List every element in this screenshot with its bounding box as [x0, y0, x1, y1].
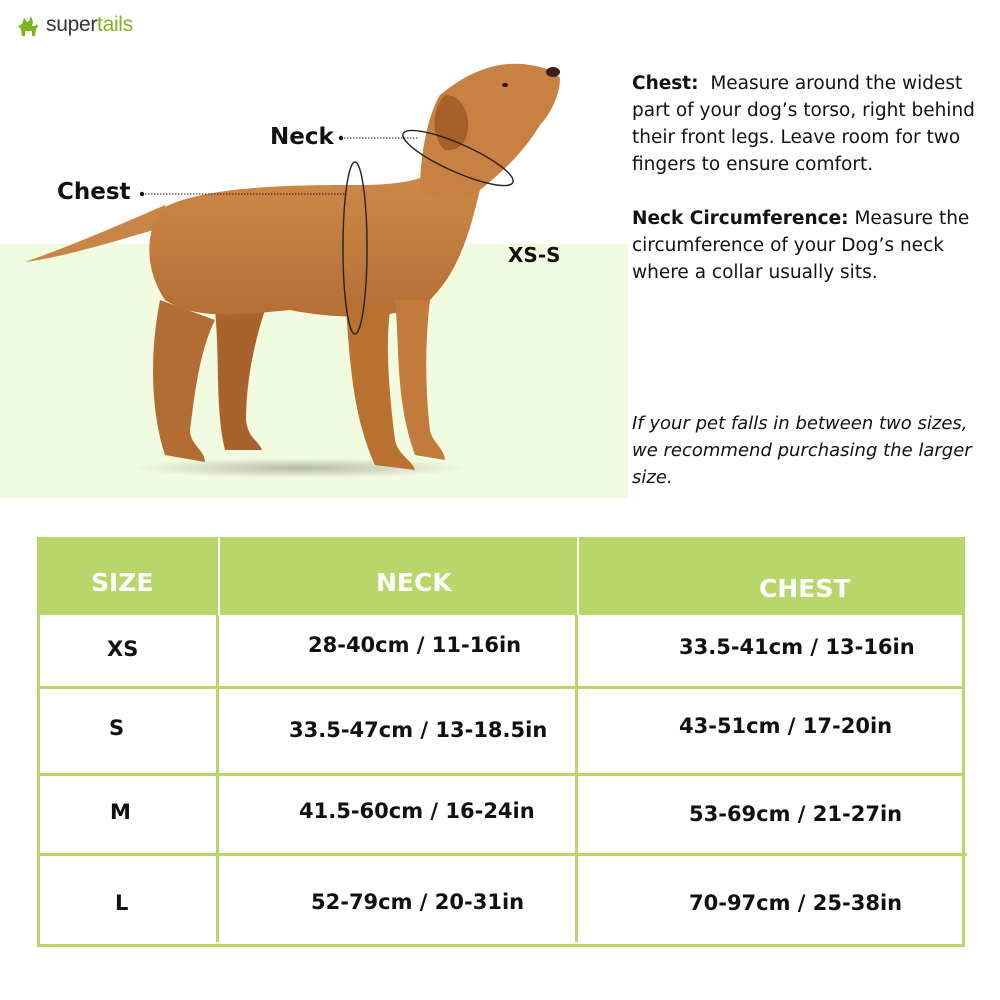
neck-label: Neck: [270, 124, 334, 150]
header-neck: NECK: [376, 568, 452, 597]
size-recommendation-note: If your pet falls in between two sizes, we recommend purchasing the larger size.: [632, 413, 972, 488]
chest-instructions-title: Chest:: [632, 73, 699, 94]
row-s-size: S: [109, 716, 125, 740]
neck-instructions-text: Measure the circumference of your Dog’s neck where a collar usually sits.: [632, 208, 970, 283]
chest-instructions-text: Measure around the widest part of your dog’s torso, right behind their front legs. Leave room for two fingers to ensure comfort.: [632, 73, 975, 175]
row-xs-chest: 33.5-41cm / 13-16in: [679, 635, 915, 659]
row-m-neck: 41.5-60cm / 16-24in: [299, 799, 535, 823]
size-range-label: XS-S: [508, 243, 561, 267]
neck-instructions: [632, 205, 992, 286]
row-l-chest: 70-97cm / 25-38in: [689, 891, 903, 915]
row-divider-3: [37, 853, 967, 856]
header-chest: CHEST: [759, 574, 851, 603]
chest-label: Chest: [57, 179, 131, 205]
row-xs-neck: 28-40cm / 11-16in: [308, 633, 522, 657]
header-divider-2: [577, 537, 579, 615]
row-l-size: L: [115, 891, 129, 915]
header-divider-1: [218, 537, 220, 615]
size-chart-table: [37, 537, 965, 947]
row-s-chest: 43-51cm / 17-20in: [679, 714, 893, 738]
row-l-neck: 52-79cm / 20-31in: [311, 890, 525, 914]
header-size: SIZE: [91, 568, 154, 597]
row-xs-size: XS: [107, 637, 139, 661]
row-s-neck: 33.5-47cm / 13-18.5in: [289, 718, 548, 742]
row-m-size: M: [110, 800, 131, 824]
chest-instructions: [632, 70, 992, 178]
row-m-chest: 53-69cm / 21-27in: [689, 802, 903, 826]
neck-instructions-title: Neck Circumference:: [632, 208, 849, 229]
table-border-right: [962, 537, 965, 947]
row-divider-2: [37, 773, 965, 776]
row-divider-1: [37, 686, 965, 689]
table-border-left: [37, 537, 40, 947]
table-border-bottom: [37, 944, 965, 947]
brand-wordmark: supertails: [46, 13, 133, 36]
